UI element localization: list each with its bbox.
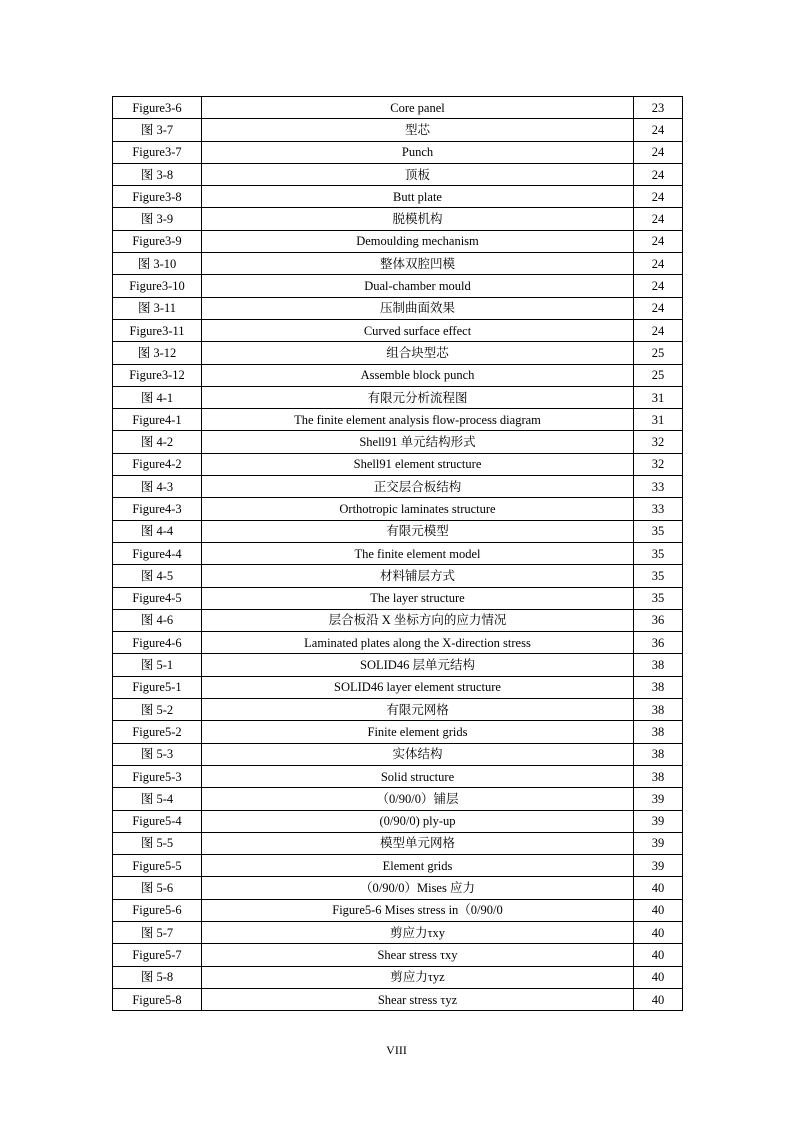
figure-label: 图 5-3 [113,743,202,765]
table-row [113,587,683,609]
figure-title: 压制曲面效果 [202,297,634,319]
figure-title: Shell91 element structure [202,453,634,475]
figure-title: Element grids [202,855,634,877]
figure-title: 层合板沿 X 坐标方向的应力情况 [202,609,634,631]
figure-label: 图 5-1 [113,654,202,676]
table-row [113,565,683,587]
figure-title: (0/90/0) ply-up [202,810,634,832]
page-ref: 24 [634,297,683,319]
table-row [113,966,683,988]
page-ref: 24 [634,230,683,252]
figure-title: Assemble block punch [202,364,634,386]
figure-label: 图 4-4 [113,520,202,542]
page-ref: 24 [634,319,683,341]
figure-label: 图 4-2 [113,431,202,453]
page-ref: 38 [634,676,683,698]
figure-label: 图 5-4 [113,788,202,810]
table-row [113,364,683,386]
figure-list-body [113,97,683,1011]
figure-label: Figure4-6 [113,632,202,654]
figure-title: Shear stress τyz [202,988,634,1010]
figure-title: （0/90/0）Mises 应力 [202,877,634,899]
figure-label: Figure4-4 [113,542,202,564]
page-ref: 32 [634,431,683,453]
page-ref: 38 [634,765,683,787]
figure-title: 有限元网格 [202,699,634,721]
figure-label: 图 5-7 [113,921,202,943]
figure-label: 图 3-10 [113,253,202,275]
figure-label: 图 4-1 [113,386,202,408]
figure-label: Figure5-4 [113,810,202,832]
figure-label: 图 4-3 [113,476,202,498]
figure-title: （0/90/0）铺层 [202,788,634,810]
page-ref: 32 [634,453,683,475]
figure-title: Dual-chamber mould [202,275,634,297]
figure-label: 图 5-6 [113,877,202,899]
figure-label: 图 5-5 [113,832,202,854]
table-row [113,119,683,141]
table-row [113,743,683,765]
page-ref: 24 [634,208,683,230]
figure-label: Figure5-7 [113,944,202,966]
page-ref: 31 [634,386,683,408]
table-row [113,855,683,877]
page-ref: 24 [634,253,683,275]
figure-title: The layer structure [202,587,634,609]
page-ref: 38 [634,721,683,743]
figure-label: Figure3-12 [113,364,202,386]
page-ref: 35 [634,542,683,564]
figure-title: 实体结构 [202,743,634,765]
table-row [113,386,683,408]
figure-title: Punch [202,141,634,163]
page-ref: 39 [634,788,683,810]
figure-title: The finite element analysis flow-process diagram [202,409,634,431]
page-ref: 40 [634,966,683,988]
figure-title: Shell91 单元结构形式 [202,431,634,453]
table-row [113,765,683,787]
figure-title: 有限元模型 [202,520,634,542]
figure-title: Orthotropic laminates structure [202,498,634,520]
table-row [113,542,683,564]
page-ref: 35 [634,587,683,609]
figure-label: Figure5-8 [113,988,202,1010]
figure-label: Figure5-2 [113,721,202,743]
figure-label: Figure5-6 [113,899,202,921]
figure-label: 图 3-9 [113,208,202,230]
page-ref: 39 [634,855,683,877]
table-row [113,609,683,631]
figure-label: 图 3-8 [113,163,202,185]
figure-title: 组合块型芯 [202,342,634,364]
figure-label: 图 4-6 [113,609,202,631]
figure-list-table [112,96,683,1011]
figure-title: Butt plate [202,186,634,208]
page-ref: 33 [634,476,683,498]
figure-label: Figure3-6 [113,97,202,119]
table-row [113,453,683,475]
figure-label: Figure4-1 [113,409,202,431]
figure-label: Figure3-10 [113,275,202,297]
table-row [113,476,683,498]
page-ref: 33 [634,498,683,520]
page-ref: 24 [634,275,683,297]
table-row [113,275,683,297]
figure-label: 图 3-12 [113,342,202,364]
page-number: VIII [386,1043,407,1057]
figure-title: Core panel [202,97,634,119]
figure-label: Figure3-8 [113,186,202,208]
figure-title: SOLID46 layer element structure [202,676,634,698]
table-row [113,988,683,1010]
table-row [113,832,683,854]
page-ref: 31 [634,409,683,431]
table-row [113,944,683,966]
table-row [113,877,683,899]
table-row [113,409,683,431]
figure-label: Figure4-3 [113,498,202,520]
figure-title: Figure5-6 Mises stress in（0/90/0 [202,899,634,921]
figure-title: 整体双腔凹模 [202,253,634,275]
page-ref: 39 [634,832,683,854]
page-ref: 40 [634,877,683,899]
table-row [113,721,683,743]
page-ref: 24 [634,141,683,163]
page-ref: 35 [634,520,683,542]
figure-label: Figure4-2 [113,453,202,475]
page-ref: 40 [634,921,683,943]
table-row [113,431,683,453]
page-ref: 38 [634,699,683,721]
figure-title: SOLID46 层单元结构 [202,654,634,676]
figure-title: 脱模机构 [202,208,634,230]
figure-title: 材料铺层方式 [202,565,634,587]
page-ref: 24 [634,186,683,208]
page-ref: 40 [634,988,683,1010]
figure-label: Figure5-5 [113,855,202,877]
table-row [113,632,683,654]
figure-title: 正交层合板结构 [202,476,634,498]
figure-title: 型芯 [202,119,634,141]
figure-title: Demoulding mechanism [202,230,634,252]
table-row [113,253,683,275]
figure-label: Figure3-9 [113,230,202,252]
figure-title: 顶板 [202,163,634,185]
figure-label: Figure5-3 [113,765,202,787]
figure-label: Figure3-7 [113,141,202,163]
table-row [113,699,683,721]
table-row [113,141,683,163]
figure-label: Figure3-11 [113,319,202,341]
figure-label: 图 5-8 [113,966,202,988]
figure-label: 图 3-11 [113,297,202,319]
table-row [113,97,683,119]
figure-label: 图 3-7 [113,119,202,141]
table-row [113,810,683,832]
page-ref: 24 [634,163,683,185]
table-row [113,297,683,319]
table-row [113,899,683,921]
page-ref: 36 [634,609,683,631]
table-row [113,654,683,676]
figure-title: Solid structure [202,765,634,787]
figure-title: 模型单元网格 [202,832,634,854]
table-row [113,788,683,810]
page-ref: 35 [634,565,683,587]
page-ref: 39 [634,810,683,832]
table-row [113,230,683,252]
figure-label: 图 5-2 [113,699,202,721]
page-ref: 25 [634,342,683,364]
page-ref: 38 [634,654,683,676]
page-ref: 36 [634,632,683,654]
figure-label: Figure5-1 [113,676,202,698]
figure-title: 剪应力τxy [202,921,634,943]
figure-title: Laminated plates along the X-direction stress [202,632,634,654]
table-row [113,520,683,542]
figure-title: Shear stress τxy [202,944,634,966]
page-ref: 40 [634,899,683,921]
table-row [113,319,683,341]
figure-title: The finite element model [202,542,634,564]
page-ref: 25 [634,364,683,386]
figure-title: 剪应力τyz [202,966,634,988]
page-ref: 24 [634,119,683,141]
figure-title: Curved surface effect [202,319,634,341]
page-ref: 40 [634,944,683,966]
figure-title: Finite element grids [202,721,634,743]
table-row [113,208,683,230]
figure-label: 图 4-5 [113,565,202,587]
table-row [113,186,683,208]
page-ref: 38 [634,743,683,765]
figure-title: 有限元分析流程图 [202,386,634,408]
table-row [113,342,683,364]
page-ref: 23 [634,97,683,119]
figure-label: Figure4-5 [113,587,202,609]
table-row [113,921,683,943]
table-row [113,163,683,185]
table-row [113,498,683,520]
table-row [113,676,683,698]
